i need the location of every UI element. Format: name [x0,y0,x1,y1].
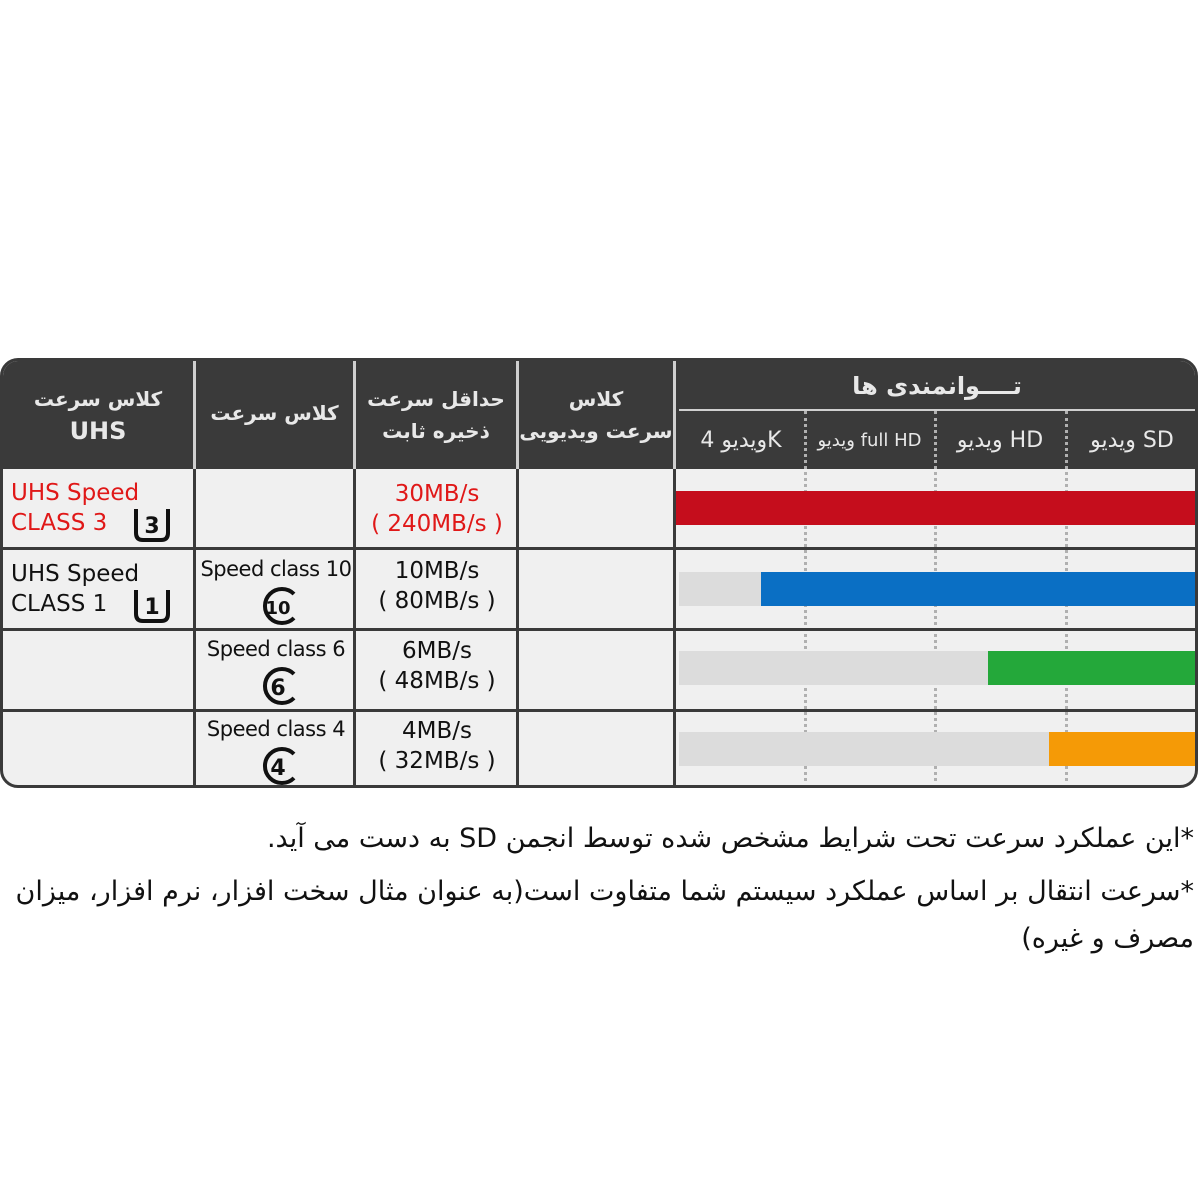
header-cap-sd: ویدیو SD [1090,427,1174,453]
row1-capability-bar [676,491,1198,525]
header-min-speed-line1: حداقل سرعت [367,387,505,411]
row1-uhs-line2: CLASS 3 [11,510,108,536]
speed-class-6-icon-number: 6 [270,676,286,701]
speed-class-4-icon-number: 4 [270,756,286,781]
header-uhs-class-sub: UHS [69,417,127,445]
row-divider [3,628,1195,631]
header-min-speed-line2: ذخیره ثابت [382,419,490,443]
header-video-class-line1: کلاس [568,387,624,411]
row-divider [3,709,1195,712]
row2-min-speed-line2: ( 80MB/s ) [378,588,496,614]
row2-uhs-line1: UHS Speed [11,561,140,587]
row2-min-speed [357,556,517,616]
row1-uhs-line1: UHS Speed [11,480,140,506]
row1-min-speed-line2: ( 240MB/s ) [371,511,503,537]
row3-capability-bar [988,651,1198,685]
row2-capability-bar [761,572,1198,606]
speed-class-4-icon [256,746,300,786]
speed-class-6-icon [256,666,300,706]
header-speed-class-label: کلاس سرعت [210,401,339,425]
header-min-speed [356,361,516,469]
row3-min-speed-line1: 6MB/s [402,638,472,664]
header-video-class-line2: سرعت ویدیویی [519,419,673,443]
row4-min-speed-line1: 4MB/s [402,718,472,744]
row2-speed-class: Speed class 10 [200,557,352,581]
header-uhs-class [3,361,193,469]
speed-class-10-icon-number: 10 [265,598,291,619]
header-speed-class [196,361,353,469]
row3-speed-class: Speed class 6 [206,637,346,661]
header-cap-fullhd: ویدیو full HD [817,429,922,451]
header-cap-hd: ویدیو HD [956,427,1044,453]
footnote-1: *این عملکرد سرعت تحت شرایط مشخص شده توسط انجمن SD به دست می آید. [266,823,1194,854]
uhs-3-icon [131,505,173,545]
footnote-2: *سرعت انتقال بر اساس عملکرد سیستم شما متفاوت است(به عنوان مثال سخت افزار، نرم افزار، میزان مصرف و غیره) [15,876,1194,954]
speed-class-10-icon [256,586,300,626]
row3-min-speed-line2: ( 48MB/s ) [378,668,496,694]
row4-speed-class: Speed class 4 [206,717,346,741]
header-uhs-class-label: کلاس سرعت [33,387,163,411]
uhs-1-icon [131,586,173,626]
table-header [3,361,1195,469]
uhs-1-icon-number: 1 [144,595,160,620]
row4-min-speed [357,716,517,776]
row1-min-speed [357,479,517,539]
row2-uhs-line2: CLASS 1 [11,591,108,617]
footnotes [14,815,1194,962]
row-divider [3,547,1195,550]
row4-min-speed-line2: ( 32MB/s ) [378,748,496,774]
row4-capability-bar [1049,732,1198,766]
row1-min-speed-line1: 30MB/s [394,481,480,507]
row3-min-speed [357,636,517,696]
row2-min-speed-line1: 10MB/s [394,558,480,584]
header-capabilities: تــــوانمندی ها [852,372,1022,400]
uhs-3-icon-number: 3 [144,514,160,539]
row2-uhs-class [11,559,139,619]
header-video-class [519,361,673,469]
row1-uhs-class [11,478,139,538]
sd-speed-class-table [0,358,1198,788]
header-cap-4k: ویدیو 4K [700,427,782,453]
